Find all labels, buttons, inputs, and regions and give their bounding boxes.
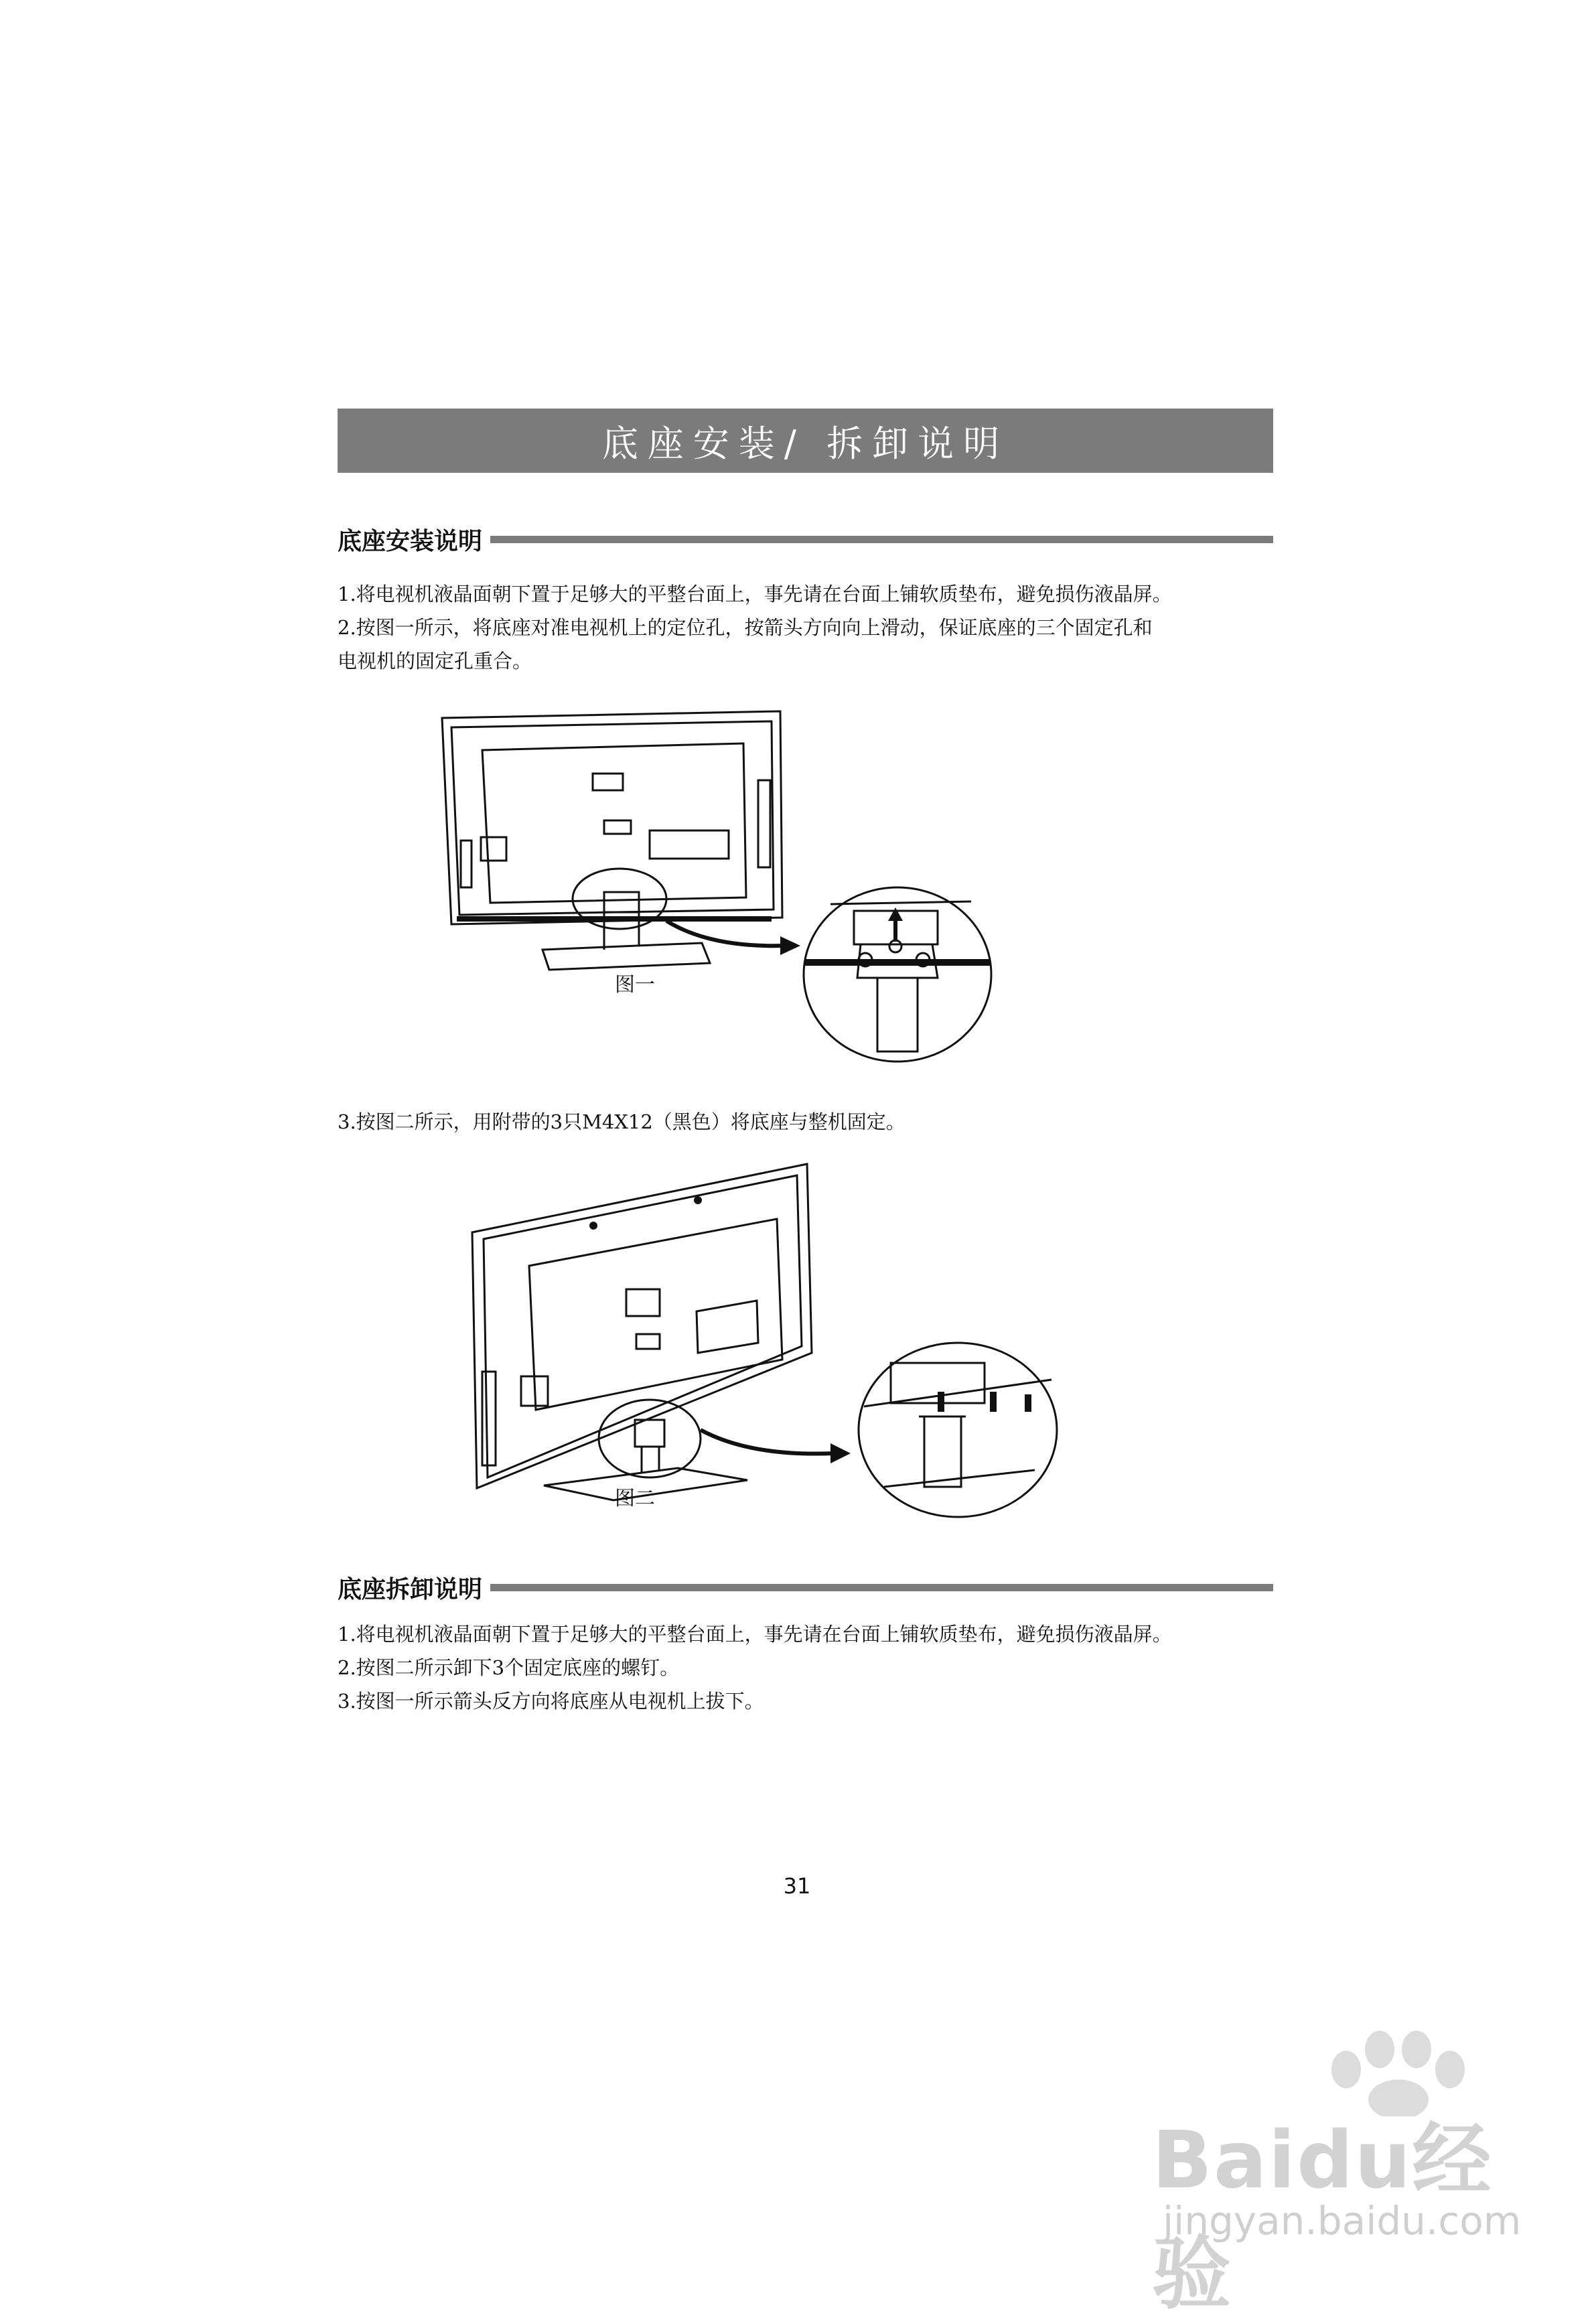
remove-step-2: 2.按图二所示卸下3个固定底座的螺钉。	[338, 1656, 680, 1679]
figure-one-illustration	[429, 703, 1058, 1078]
page-number: 31	[783, 1873, 811, 1899]
remove-heading-label: 底座拆卸说明	[338, 1575, 483, 1603]
install-step-2: 2.按图一所示，将底座对准电视机上的定位孔，按箭头方向向上滑动，保证底座的三个固定孔和	[338, 616, 1153, 639]
remove-step-3: 3.按图一所示箭头反方向将底座从电视机上拔下。	[338, 1690, 764, 1713]
heading-rule	[490, 536, 1273, 543]
install-step-1: 1.将电视机液晶面朝下置于足够大的平整台面上，事先请在台面上铺软质垫布，避免损伤液晶屏。	[338, 583, 1172, 605]
install-heading-label: 底座安装说明	[338, 527, 483, 555]
install-step-2-cont: 电视机的固定孔重合。	[338, 650, 532, 672]
install-step-3-block	[338, 1105, 1275, 1139]
page-title-banner	[338, 409, 1273, 473]
heading-rule	[490, 1584, 1273, 1591]
remove-step-1: 1.将电视机液晶面朝下置于足够大的平整台面上，事先请在台面上铺软质垫布，避免损伤液晶屏。	[338, 1623, 1172, 1646]
figure-two-caption: 图二	[615, 1487, 655, 1510]
remove-steps	[338, 1617, 1275, 1718]
remove-section-heading	[338, 1571, 1273, 1604]
figure-two-illustration	[469, 1159, 1085, 1520]
install-step-3: 3.按图二所示，用附带的3只M4X12（黑色）将底座与整机固定。	[338, 1110, 905, 1133]
install-steps	[338, 577, 1275, 678]
figure-one-caption: 图一	[615, 973, 655, 997]
baidu-watermark	[1139, 2023, 1540, 2320]
page-title: 底座安装/ 拆卸说明	[601, 422, 1009, 465]
watermark-url: jingyan.baidu.com	[1163, 2198, 1522, 2244]
watermark-brand: Baidu经验	[1152, 2114, 1493, 2320]
install-section-heading	[338, 522, 1273, 556]
